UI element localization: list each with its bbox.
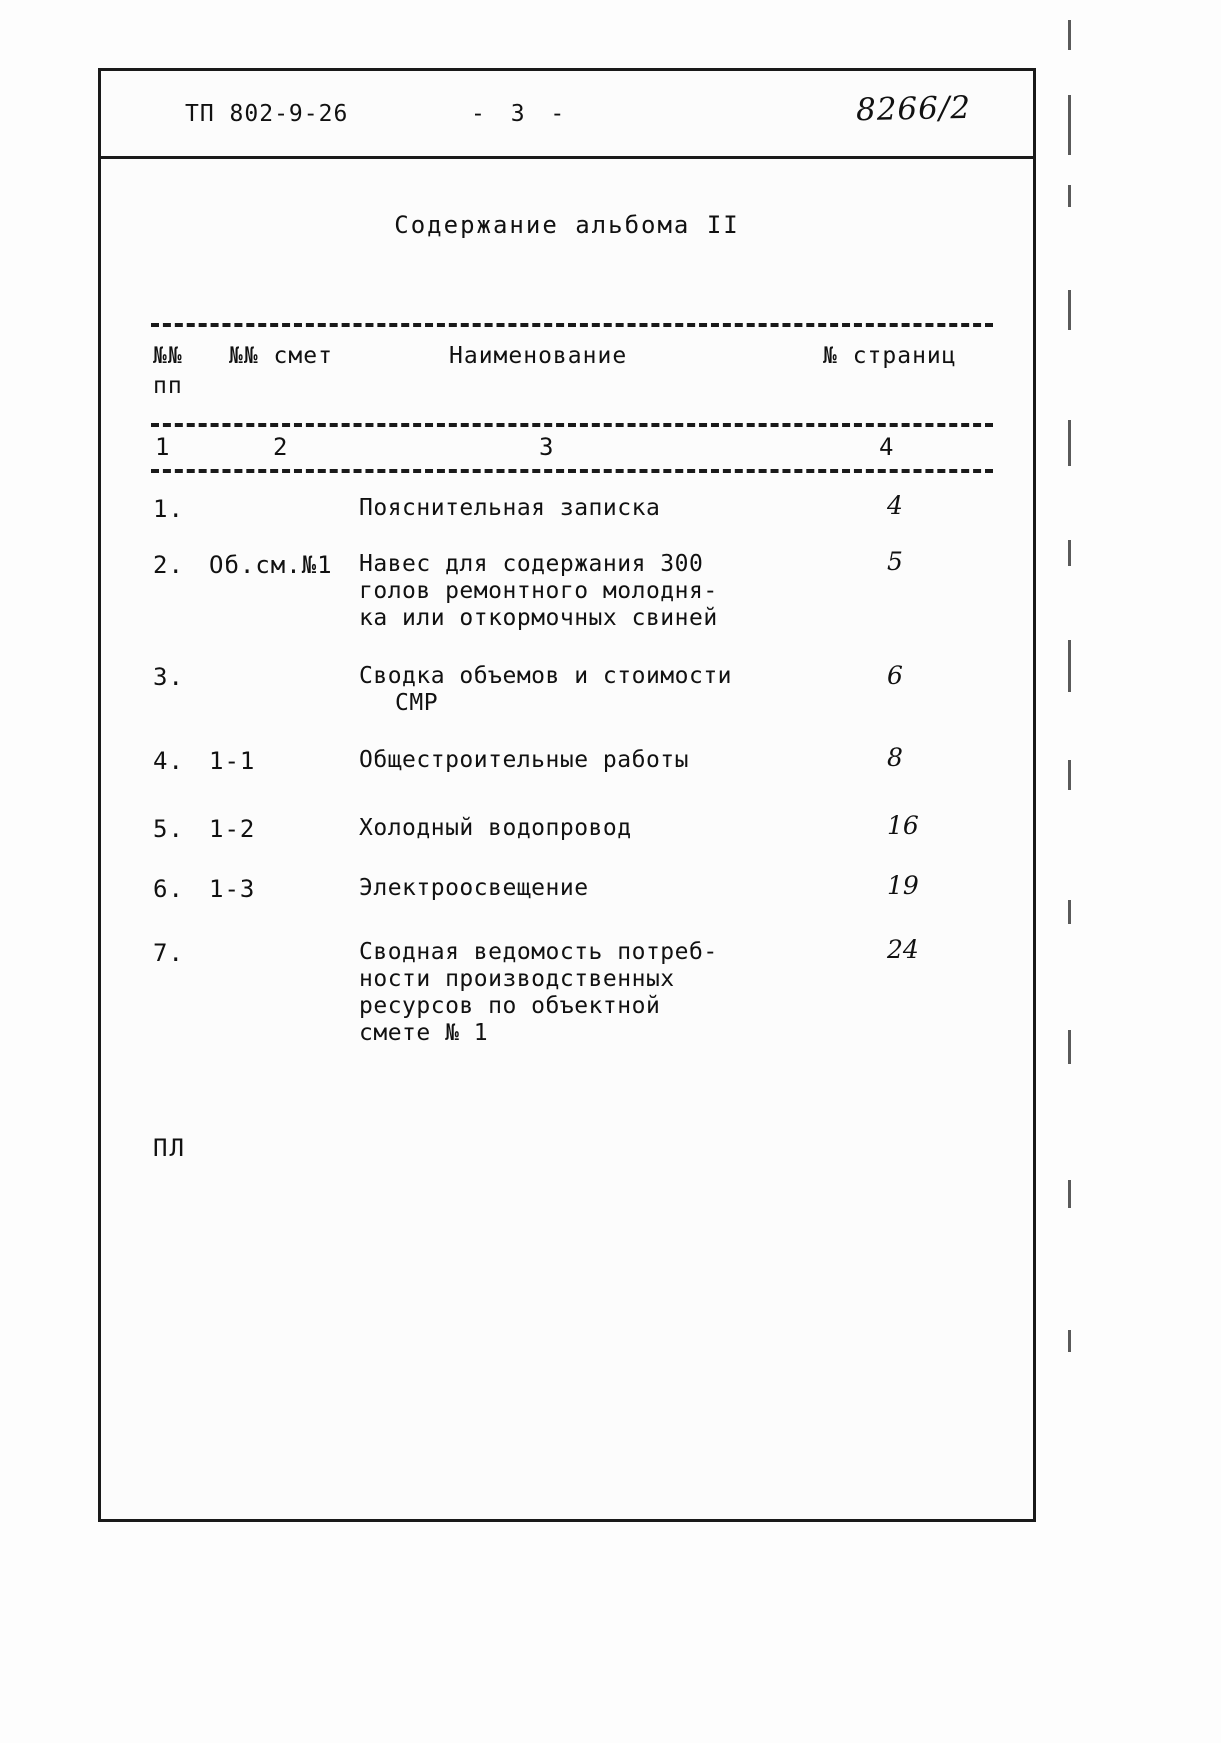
row-name: [359, 747, 779, 774]
document-frame: [98, 68, 1036, 1522]
row-name: [359, 663, 779, 717]
row-name: [359, 875, 779, 902]
row-name-line-2: СМР: [395, 690, 439, 716]
table-row: [101, 743, 1033, 815]
row-number: 7.: [153, 939, 184, 967]
row-name: [359, 815, 779, 842]
table-row: [101, 491, 1033, 551]
row-name-line-2: ности производственных: [359, 966, 675, 992]
row-name: [359, 551, 779, 632]
row-name-line-1: Холодный водопровод: [359, 815, 632, 841]
row-estimate-number: Об.см.№1: [209, 551, 333, 579]
column-header-estimate: №№ смет: [229, 343, 333, 369]
column-number-3: 3: [539, 433, 554, 461]
row-name-line-3: ресурсов по объектной: [359, 993, 661, 1019]
column-header-name: Наименование: [449, 343, 628, 369]
row-number: 3.: [153, 663, 184, 691]
row-page: 19: [887, 871, 919, 900]
table-row: [101, 935, 1033, 1075]
row-name-line-1: Пояснительная записка: [359, 495, 661, 521]
row-number: 5.: [153, 815, 184, 843]
table-row: [101, 871, 1033, 935]
row-page: 24: [887, 935, 919, 964]
row-page: 5: [887, 547, 903, 576]
row-number: 4.: [153, 747, 184, 775]
column-number-1: 1: [155, 433, 170, 461]
table-row: [101, 811, 1033, 875]
column-header-no-second-line: пп: [153, 373, 183, 399]
table-top-rule: [151, 323, 993, 327]
row-name: [359, 495, 779, 522]
row-number: 6.: [153, 875, 184, 903]
table-body-rule: [151, 469, 993, 473]
column-number-2: 2: [273, 433, 288, 461]
row-number: 1.: [153, 495, 184, 523]
row-name-line-1: Общестроительные работы: [359, 747, 689, 773]
table-row: [101, 659, 1033, 747]
footer-mark: ПЛ: [153, 1134, 186, 1162]
row-name-line-1: Навес для содержания 300: [359, 551, 704, 577]
column-header-no: №№: [153, 343, 183, 369]
row-name-line-1: Электроосвещение: [359, 875, 589, 901]
table-header-rule: [151, 423, 993, 427]
row-name-line-3: ка или откормочных свиней: [359, 605, 718, 631]
row-name-line-1: Сводка объемов и стоимости: [359, 663, 733, 689]
row-page: 16: [887, 811, 919, 840]
document-header-band: [101, 71, 1033, 159]
row-estimate-number: 1-2: [209, 815, 256, 843]
page-number-marker: - 3 -: [471, 101, 571, 127]
row-page: 6: [887, 661, 903, 690]
row-estimate-number: 1-1: [209, 747, 256, 775]
document-code: ТП 802-9-26: [185, 101, 349, 127]
scan-edge-artifacts: [1068, 0, 1082, 1743]
row-name-line-4: смете № 1: [359, 1020, 489, 1046]
column-number-4: 4: [879, 433, 894, 461]
column-header-pages: № страниц: [823, 343, 957, 369]
table-row: [101, 547, 1033, 659]
row-name: [359, 939, 779, 1047]
page-title: Содержание альбома II: [394, 211, 740, 239]
row-page: 4: [887, 491, 903, 520]
row-name-line-1: Сводная ведомость потреб-: [359, 939, 718, 965]
row-number: 2.: [153, 551, 184, 579]
archive-stamp: 8266/2: [855, 89, 972, 129]
row-name-line-2: голов ремонтного молодня-: [359, 578, 718, 604]
row-estimate-number: 1-3: [209, 875, 256, 903]
contents-table-body: [101, 491, 1033, 1075]
row-page: 8: [887, 743, 903, 772]
